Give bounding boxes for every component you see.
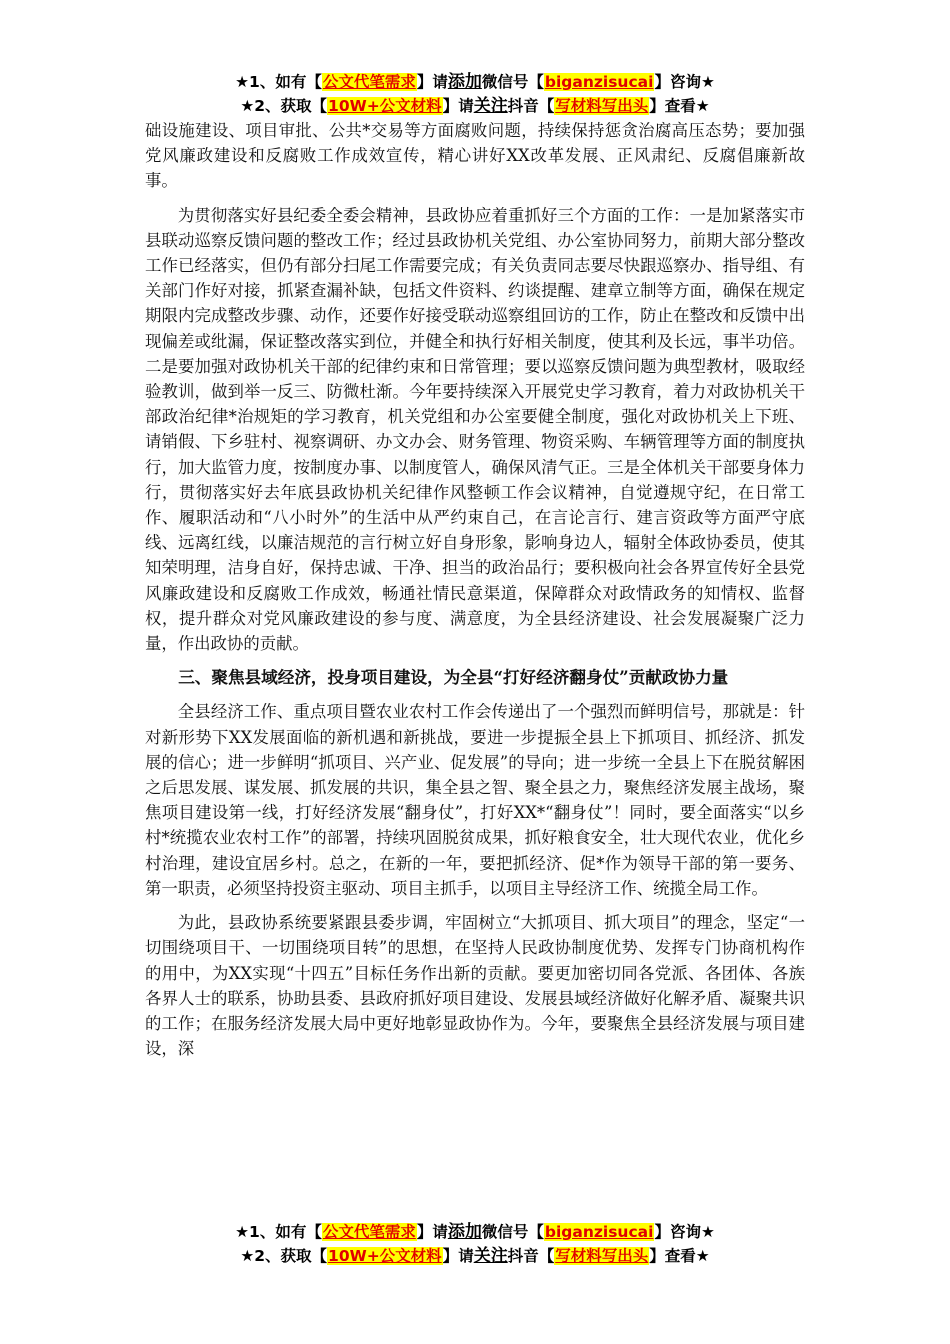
section-heading: 三、聚焦县域经济，投身项目建设，为全县“打好经济翻身仗”贡献政协力量 bbox=[178, 667, 729, 688]
paragraph: 为贯彻落实好县纪委全委会精神，县政协应着重抓好三个方面的工作：一是加紧落实市县联动巡察反馈问题的整改工作；经过县政协机关党组、办公室协同努力，前期大部分整改工作已经落实，但仍有部分扫尾工作需要完成；有关负责同志要尽快跟巡察办、指导组、有关部门作好对接，抓紧查漏补缺，包括文件资料、约谈提醒、建章立制等方面，确保在规定期限内完成整改步骤、动作，还要作好接受联动巡察组回访的工作，防止在整改和反馈中出现偏差或纰漏，保证整改落实到位，并健全和执行好相关制度，使其利及长远，事半功倍。二是要加强对政协机关干部的纪律约束和日常管理；要以巡察反馈问题为典型教材，吸取经验教训，做到举一反三、防微杜渐。今年要持续深入开展党史学习教育，着力对政协机关干部政治纪律*治规矩的学习教育，机关党组和办公室要健全制度，强化对政协机关上下班、请销假、下乡驻村、视察调研、办文办会、财务管理、物资采购、车辆管理等方面的制度执行，加大监管力度，按制度办事、以制度管人，确保风清气正。三是全体机关干部要身体力行，贯彻落实好去年底县政协机关纪律作风整顿工作会议精神，自觉遵规守纪，在日常工作、履职活动和“八小时外”的生活中从严约束自己，在言论言行、建言资政等方面严守底线、远离红线，以廉洁规范的言行树立好自身形象，影响身边人，辐射全体政协委员，使其知荣明理，洁身自好，保持忠诚、干净、担当的政治品行；要积极向社会各界宣传好全县党风廉政建设和反腐败工作成效，畅通社情民意渠道，保障群众对政情政务的知情权、监督权，提升群众对党风廉政建设的参与度、满意度，为全县经济建设、社会发展凝聚广泛力量，作出政协的贡献。 bbox=[145, 205, 805, 654]
paragraph-continuation: 础设施建设、项目审批、公共*交易等方面腐败问题，持续保持惩贪治腐高压态势；要加强党风廉政建设和反腐败工作成效宣传，精心讲好XX改革发展、正风肃纪、反腐倡廉新故事。 bbox=[145, 121, 805, 191]
banner-line-1: ★1、如有【公文代笔需求】请添加微信号【biganzisucai】咨询★ bbox=[235, 72, 715, 92]
douyin-account-highlight: 写材料写出头 bbox=[555, 97, 649, 115]
douyin-account-highlight: 写材料写出头 bbox=[555, 1247, 649, 1265]
materials-highlight: 10W+公文材料 bbox=[328, 97, 442, 115]
wechat-id-highlight: biganzisucai bbox=[544, 73, 654, 91]
banner-line-2: ★2、获取【10W+公文材料】请关注抖音【写材料写出头】查看★ bbox=[240, 96, 710, 116]
banner-line-1: ★1、如有【公文代笔需求】请添加微信号【biganzisucai】咨询★ bbox=[235, 1222, 715, 1242]
wechat-id-highlight: biganzisucai bbox=[544, 1223, 654, 1241]
ghostwriting-highlight: 公文代笔需求 bbox=[322, 73, 416, 91]
banner-line-2: ★2、获取【10W+公文材料】请关注抖音【写材料写出头】查看★ bbox=[240, 1246, 710, 1266]
header-banner bbox=[0, 70, 950, 118]
paragraph: 全县经济工作、重点项目暨农业农村工作会传递出了一个强烈而鲜明信号，那就是：针对新形势下XX发展面临的新机遇和新挑战，要进一步提振全县上下抓项目、抓经济、抓发展的信心；进一步鲜明“抓项目、兴产业、促发展”的导向；进一步统一全县上下在脱贫解困之后思发展、谋发展、抓发展的共识，集全县之智、聚全县之力，聚焦经济发展主战场，聚焦项目建设第一线，打好经济发展“翻身仗”，打好XX*“翻身仗”！同时，要全面落实“以乡村*统揽农业农村工作”的部署，持续巩固脱贫成果，抓好粮食安全，壮大现代农业，优化乡村治理，建设宜居乡村。总之，在新的一年，要把抓经济、促*作为领导干部的第一要务、第一职责，必须坚持投资主驱动、项目主抓手，以项目主导经济工作、统揽全局工作。 bbox=[145, 702, 805, 898]
footer-banner bbox=[0, 1220, 950, 1268]
materials-highlight: 10W+公文材料 bbox=[328, 1247, 442, 1265]
paragraph: 为此，县政协系统要紧跟县委步调，牢固树立“大抓项目、抓大项目”的理念，坚定“一切围绕项目干、一切围绕项目转”的思想，在坚持人民政协制度优势、发挥专门协商机构作的用中，为XX实现“十四五”目标任务作出新的贡献。要更加密切同各党派、各团体、各族各界人士的联系，协助县委、县政府抓好项目建设、发展县域经济做好化解矛盾、凝聚共识的工作；在服务经济发展大局中更好地彰显政协作为。今年，要聚焦全县经济发展与项目建设，深 bbox=[145, 913, 805, 1059]
ghostwriting-highlight: 公文代笔需求 bbox=[322, 1223, 416, 1241]
document-body bbox=[145, 118, 805, 1070]
